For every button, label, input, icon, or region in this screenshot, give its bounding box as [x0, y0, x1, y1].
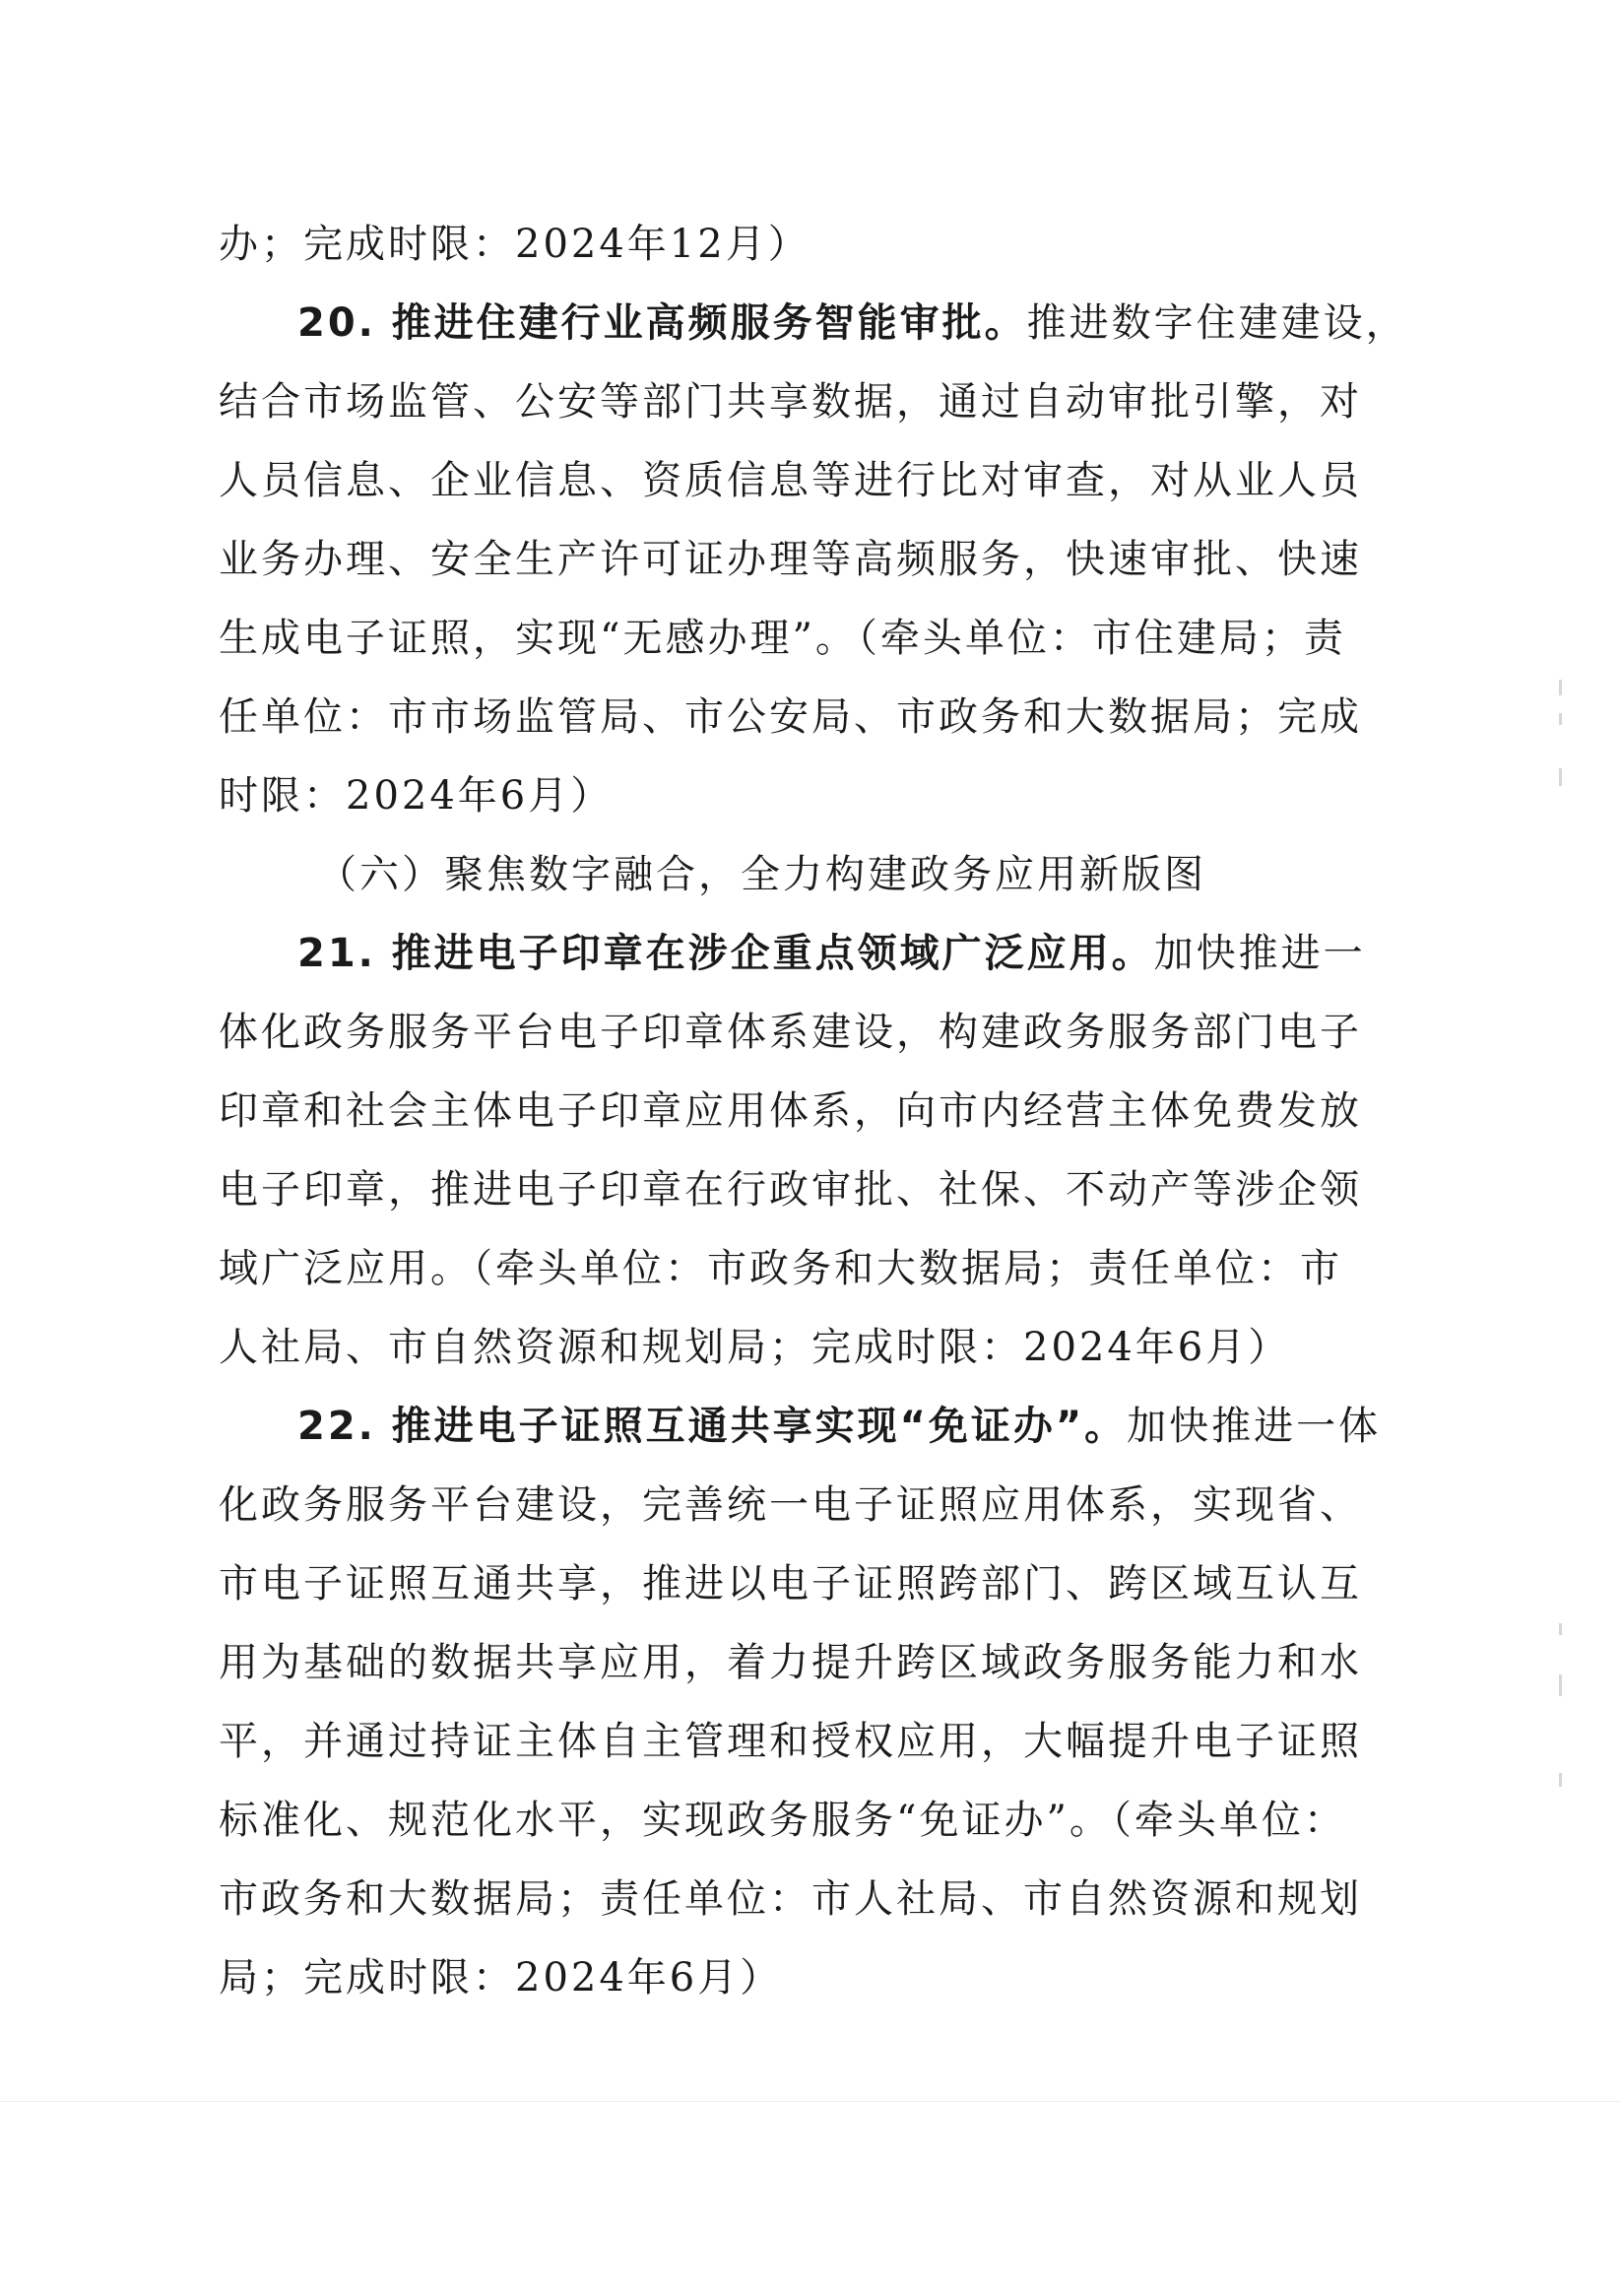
text-line: 业务办理、安全生产许可证办理等高频服务，快速审批、快速	[219, 537, 1362, 582]
scan-mark	[1559, 1674, 1562, 1696]
item-21-heading	[297, 914, 1501, 993]
text-line: 用为基础的数据共享应用，着力提升跨区域政务服务能力和水	[219, 1640, 1362, 1685]
text-line: 化政务服务平台建设，完善统一电子证照应用体系，实现省、	[219, 1482, 1362, 1528]
item-text: 加快推进一体	[1127, 1404, 1382, 1449]
text-line: 域广泛应用。（牵头单位：市政务和大数据局；责任单位：市	[219, 1246, 1342, 1291]
text-line: 印章和社会主体电子印章应用体系，向市内经营主体免费发放	[219, 1088, 1362, 1134]
item-22-heading	[297, 1387, 1501, 1466]
text-line: 生成电子证照，实现“无感办理”。（牵头单位：市住建局；责	[219, 616, 1346, 661]
item-text: 加快推进一	[1153, 931, 1366, 976]
text-line: 办；完成时限：2024年12月）	[219, 222, 810, 267]
item-number: 20.	[297, 300, 376, 346]
item-title: 推进电子印章在涉企重点领域广泛应用。	[391, 931, 1154, 976]
text-line: 人员信息、企业信息、资质信息等进行比对审查，对从业人员	[219, 458, 1362, 503]
text-line: 时限：2024年6月）	[219, 773, 614, 819]
text-line: 任单位：市市场监管局、市公安局、市政务和大数据局；完成	[219, 694, 1362, 740]
scan-mark	[1559, 768, 1562, 786]
text-line: 市电子证照互通共享，推进以电子证照跨部门、跨区域互认互	[219, 1561, 1362, 1607]
text-line: 市政务和大数据局；责任单位：市人社局、市自然资源和规划	[219, 1876, 1362, 1922]
item-title: 推进电子证照互通共享实现“免证办”。	[391, 1404, 1128, 1449]
scan-mark	[1559, 1623, 1562, 1635]
scan-mark	[1559, 680, 1562, 695]
text-line: 电子印章，推进电子印章在行政审批、社保、不动产等涉企领	[219, 1167, 1362, 1213]
scan-mark	[1559, 713, 1562, 725]
text-line: 局；完成时限：2024年6月）	[219, 1955, 783, 2001]
item-title: 推进住建行业高频服务智能审批。	[391, 300, 1027, 346]
text-line: 平，并通过持证主体自主管理和授权应用，大幅提升电子证照	[219, 1719, 1362, 1764]
item-number: 22.	[297, 1404, 376, 1449]
text-line: 人社局、市自然资源和规划局；完成时限：2024年6月）	[219, 1325, 1291, 1370]
section-heading: （六）聚焦数字融合，全力构建政务应用新版图	[317, 852, 1206, 897]
scan-mark	[1559, 1773, 1562, 1787]
item-number: 21.	[297, 931, 376, 976]
text-line: 体化政务服务平台电子印章体系建设，构建政务服务部门电子	[219, 1010, 1362, 1055]
text-line: 标准化、规范化水平，实现政务服务“免证办”。（牵头单位：	[219, 1798, 1346, 1843]
text-line: 结合市场监管、公安等部门共享数据，通过自动审批引擎，对	[219, 379, 1362, 425]
item-text: 推进数字住建建设，	[1026, 300, 1408, 346]
page-bottom-rule	[0, 2101, 1621, 2102]
item-20-heading	[297, 284, 1501, 362]
